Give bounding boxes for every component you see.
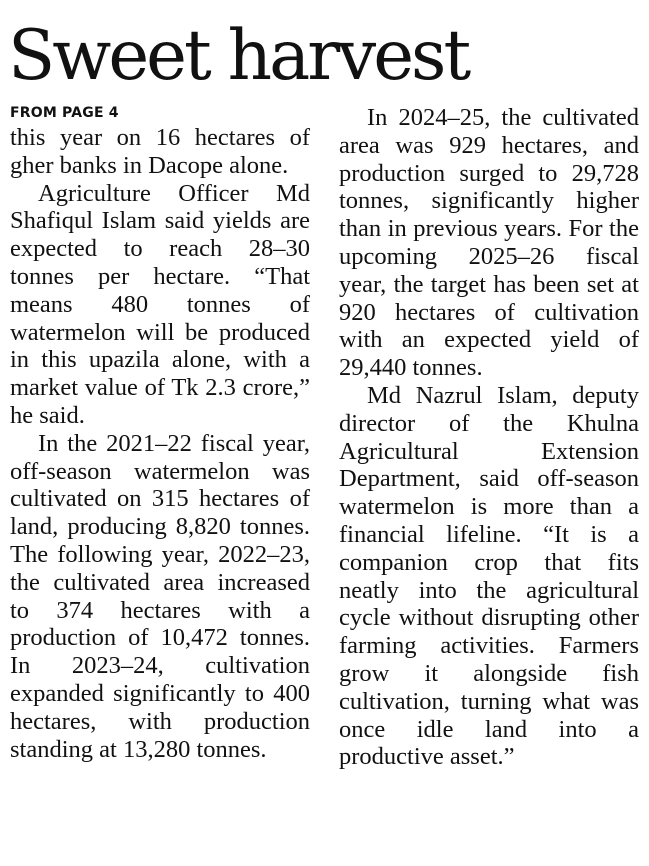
article-column-right xyxy=(339,104,639,771)
article-column-left xyxy=(10,104,310,763)
paragraph-continued: this year on 16 hectares of gher banks in Dacope alone. xyxy=(10,124,310,179)
paragraph-deputy-director-quote: Md Nazrul Islam, deputy director of the Khulna Agricultural Extension Department, said off-season watermelon is more than a financial lifeline. “It is a companion crop that fits neatly into the agricultural cycle without disrupting other farming activities. Farmers grow it alongside fish cultivation, turning what was once idle land into a productive asset.” xyxy=(339,381,639,771)
paragraph-current-figures: In 2024–25, the cultivated area was 929 hectares, and production surged to 29,728 tonnes, significantly higher than in previous years. For the upcoming 2025–26 fiscal year, the target has been set at 920 hectares of cultivation with an expected yield of 29,440 tonnes. xyxy=(339,104,639,382)
paragraph-officer-quote: Agriculture Officer Md Shafiqul Islam said yields are expected to reach 28–30 tonnes per hectare. “That means 480 tonnes of watermelon will be produced in this upazila alone, with a market value of Tk 2.3 crore,” he said. xyxy=(10,179,310,429)
paragraph-history: In the 2021–22 fiscal year, off-season watermelon was cultivated on 315 hectares of land, producing 8,820 tonnes. The following year, 2022–23, the cultivated area increased to 374 hectares with a production of 10,472 tonnes. In 2023–24, cultivation expanded significantly to 400 hectares, with production standing at 13,280 tonnes. xyxy=(10,429,310,763)
headline: Sweet harvest xyxy=(8,16,469,96)
jump-line: FROM PAGE 4 xyxy=(10,105,119,121)
